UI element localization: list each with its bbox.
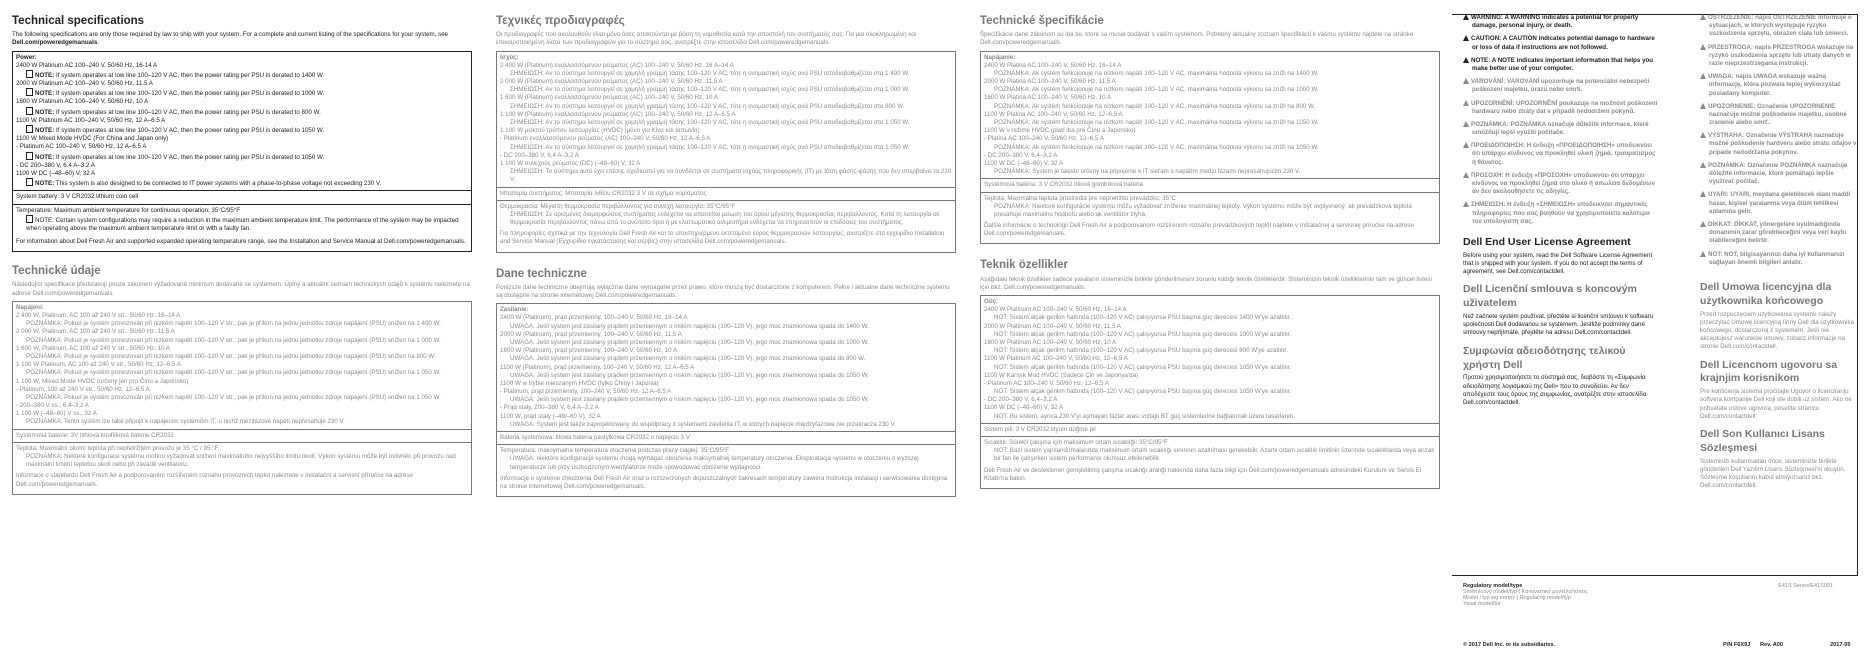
power-row: 1100 W DC (–48–60) V, 32 A (984, 159, 1064, 167)
note-icon (26, 70, 33, 78)
power-note: POZNÁMKA: Pokud je systém provozován při nízkém napětí 100–120 V str., pak je příkon na jednu jednotku zdroje napájení (PSU) snížen na 1 400 W. (26, 320, 441, 328)
power-row: 1 600 W, Platinum, AC 100 až 240 V str., 50/60 Hz, 10 A (16, 344, 171, 352)
cs-battery: Systémová baterie: 3V lithiová knoflíková baterie CR2032 (13, 430, 471, 443)
footer-date: 2017-05 (1830, 642, 1851, 648)
warning-triangle-icon (1700, 73, 1706, 79)
warning-triangle-icon (1463, 142, 1469, 148)
warnings-pl (1700, 14, 1860, 98)
power-row: 2 400 W (Platinum) εναλλασσόμενου ρεύματος (AC) 100–240 V, 50/60 Hz, 16 A–14 A (500, 61, 734, 69)
pl-battery: Bateria systemowa: litowa bateria pastylkowa CR2032 o napięciu 3 V (497, 432, 955, 445)
power-note: UWAGA: Jeśli system jest zasilany prądem przemiennym o niskim napięciu (100–120 V), jego moc znamionowa spada do 1000 W. (510, 338, 869, 346)
cs-temp: Teplota: Maximální okolní teplota při nepřetržitém provozu je 35 °C / 95 °F. (16, 444, 220, 452)
power-row: 1600 W (Platinum), prąd przemienny, 100–240 V, 50/60 Hz, 10 A (500, 347, 678, 355)
warnings-sk (1700, 103, 1860, 187)
pl-temp-section (497, 445, 955, 496)
power-row: 1 100 W, Mixed Mode HVDC (určený jen pro Čínu a Japonsko) (16, 377, 189, 385)
en-power-section (13, 52, 471, 192)
en-power-row: 1100 W Mixed Mode HVDC (For China and Japan only) (16, 135, 169, 143)
warning-item: ΠΡΟΕΙΔΟΠΟΙΗΣΗ: Η ένδειξη «ΠΡΟΕΙΔΟΠΟΙΗΣΗ» υποδεικνύει ότι υπάρχει κίνδυνος να προκληθεί υλική ζημιά, τραυματισμός ή θάνατος. (1463, 142, 1659, 167)
power-note: POZNÁMKA: Pokud je systém provozován při nízkém napětí 100–120 V str., pak je příkon na jednu jednotku zdroje napájení (PSU) snížen na 1 050 W. (26, 393, 441, 401)
regulatory-value: E41S Series/E41S001 (1778, 583, 1833, 589)
power-row: 1100 W Karışık Mod HVDC (Sadece Çin ve Japonya'da) (984, 371, 1139, 379)
en-title: Technical specifications (12, 15, 145, 27)
el-spec-table (496, 51, 956, 253)
el-battery: Μπαταρία συστήματος: Μπαταρία λιθίου CR2032 3 V σε σχήμα νομίσματος (497, 188, 955, 201)
warnings-eula-column-right (1700, 14, 1860, 497)
footer-part-number: P/N F6X9J (1723, 642, 1751, 648)
power-note: NOT: Bu sistem, ayrıca 230 V'yi aşmayan fazlar arası voltajlı BT güç sistemlerine bağlanmak üzere tasarlandı. (994, 412, 1295, 420)
en-power-note: NOTE: This system is also designed to be connected to IT power systems with a phase-to-phase voltage not exceeding 230 V. (16, 178, 468, 188)
power-row: 2000 W Platinum AC 100–240 V, 50/60 Hz, 11,5 A (984, 322, 1121, 330)
eula-text: Než začnete systém používat, přečtěte si licenční smlouvu k softwaru společnosti Dell dodávanou se systémem. Jestliže podmínky dané smlouvy nepřijímáte, přejděte na adresu Dell.com/contactdell. (1463, 313, 1654, 337)
power-row: 2 000 W (Platinum) εναλλασσόμενου ρεύματος (AC) 100–240 V, 50/60 Hz, 11,5 A (500, 78, 723, 86)
warning-triangle-icon (1463, 100, 1469, 106)
en-power-row: 1100 W Platinum AC 100–240 V, 50/60 Hz, 12 A–6.5 A (16, 116, 166, 124)
eula-right (1700, 281, 1860, 491)
power-row: - Prąd stały, 200–380 V, 6,4 A–3,2 A (500, 404, 599, 412)
cs-title: Technické údaje (12, 265, 101, 278)
power-note: POZNÁMKA: Ak systém funkcionuje na nízkom napätí 100–120 V AC, maximálna hodnota výkonu sa zníži na 1050 W. (994, 119, 1319, 127)
eula-text: Before using your system, read the Dell Software License Agreement that is shipped with your system. If you do not accept the terms of agreement, see Dell.com/contactdell. (1463, 251, 1653, 276)
power-row: 1100 W Platina AC 100–240 V, 50/60 Hz, 12–6,5 A (984, 110, 1123, 118)
warning-item: UPOZORNĚNÍ: UPOZORNĚNÍ poukazuje na možnost poškození hardwaru nebo ztráty dat v případě nedodržení pokynů. (1463, 100, 1659, 116)
en-spec-table (12, 51, 472, 253)
sk-power-rows (984, 62, 1436, 177)
el-intro: Οι προδιαγραφές που ακολουθούν είναι μόνο όσες απαιτούνται με βάση τη νομοθεσία κατά την αποστολή του συστήματός σας. Για μια ολοκληρωμένη και επικαιροποιημένη λίστα των προδιαγραφών για το σύστημά σας, ανατρέξτε στην ιστοσελίδα Dell.com/poweredgemanuals. (496, 31, 917, 47)
cs-intro: Následující specifikace představují pouze zákonem vyžadované minimum dodávané se systémem. Úplný a aktuální seznam technických údajů k systému naleznete na adrese Dell.com/poweredgemanuals. (12, 281, 470, 297)
en-power-label: Power: (16, 53, 37, 61)
note-icon (26, 178, 33, 186)
power-row: 2400 W Platinum AC 100–240 V, 50/60 Hz, 16–14 A (984, 306, 1127, 314)
greek-polish-column (496, 14, 956, 497)
power-note: ΣΗΜΕΙΩΣΗ: Αν το σύστημα λειτουργεί σε χαμηλή γραμμή τάσης 100–120 V AC, τότε η ονομαστική ισχύς ανά PSU αποδιαβαθμίζεται στα 1 050 W. (510, 119, 910, 127)
power-note: ΣΗΜΕΙΩΣΗ: Αν το σύστημα λειτουργεί σε χαμηλή γραμμή τάσης 100–120 V AC, τότε η ονομαστική ισχύς ανά PSU αποδιαβαθμίζεται στα 1 000 W. (510, 86, 910, 94)
en-power-rows (16, 62, 468, 189)
warning-item: NOTE: A NOTE indicates important information that helps you make better use of your computer. (1463, 57, 1659, 73)
power-note: UWAGA: Jeśli system jest zasilany prądem przemiennym o niskim napięciu (100–120 V), jego moc znamionowa spada do 1400 W. (510, 322, 869, 330)
regulatory-line: Směrnicový model/typ | Κανονιστικό μοντέλο/τύπος (1463, 589, 1588, 595)
en-power-row: 1600 W Platinum AC 100–240 V, 50/60 Hz, 10 A (16, 98, 149, 106)
warning-item: POZNÁMKA: POZNÁMKA označuje důležité informace, které umožňují lepší využití počítače. (1463, 121, 1659, 137)
warning-triangle-icon (1700, 221, 1706, 227)
note-icon (26, 88, 33, 96)
power-row: - Platinum, prąd przemienny, 100–240 V, 50/60 Hz, 12 A–6,5 A (500, 388, 672, 396)
en-power-note: NOTE: If system operates at low line 100–120 V AC, then the power rating per PSU is derated to 1050 W. (16, 152, 468, 162)
warning-item: PRZESTROGA: napis PRZESTROGA wskazuje na ryzyko uszkodzenia sprzętu lub utraty danych w razie nieprzestrzegania instrukcji. (1700, 44, 1860, 69)
warning-triangle-icon (1700, 162, 1706, 168)
warning-triangle-icon (1463, 14, 1469, 20)
power-note: ΣΗΜΕΙΩΣΗ: Αν το σύστημα λειτουργεί σε χαμηλή γραμμή τάσης 100–120 V AC, τότε η ονομαστική ισχύς ανά PSU αποδιαβαθμίζεται στα 1 400 W. (510, 69, 910, 77)
note-icon (26, 107, 33, 115)
tr-battery: Sistem pili: 3 V CR2032 lityum düğme pil (981, 424, 1439, 437)
power-note: POZNÁMKA: Pokud je systém provozován při nízkém napětí 100–120 V str., pak je příkon na jednu jednotku zdroje napájení (PSU) snížen na 1 050 W. (26, 369, 441, 377)
power-row: 2000 W (Platinum), prąd przemienny, 100–240 V, 50/60 Hz, 11,5 A (500, 330, 682, 338)
tr-power-section (981, 296, 1439, 424)
power-row: 1 100 W (Platinum) εναλλασσόμενου ρεύματος (AC) 100–240 V, 50/60 Hz, 12 A–6,5 A (500, 110, 736, 118)
power-row: 1600 W Platinum AC 100–240 V, 50/60 Hz, 10 A (984, 338, 1117, 346)
tr-temp: Sıcaklık: Sürekli çalışma için maksimum ortam sıcaklığı: 35°C/95°F (984, 439, 1168, 447)
warning-triangle-icon (1700, 44, 1706, 50)
power-row: 2400 W (Platinum), prąd przemienny, 100–240 V, 50/60 Hz, 16–14 A (500, 314, 688, 322)
warnings-eula-column (1463, 14, 1659, 414)
sk-power-section (981, 52, 1439, 180)
warning-triangle-icon (1700, 251, 1706, 257)
power-row: 1 600 W (Platinum) εναλλασσόμενου ρεύματος (AC) 100–240 V, 50/60 Hz, 10 A (500, 94, 718, 102)
cs-spec-table (12, 301, 472, 495)
power-row: 1 100 W μεικτού τρόπου λειτουργίας (HVDC) (μόνο για Κίνα και Ιαπωνία) (500, 127, 700, 135)
warning-triangle-icon (1463, 172, 1469, 178)
tr-temp-section (981, 437, 1439, 488)
power-row: 2 400 W, Platinum, AC 100 až 240 V str., 50/60 Hz, 16–14 A (16, 312, 181, 320)
power-note: POZNÁMKA: Pokud je systém provozován při nízkém napětí 100–120 V str., pak je příkon na jednu jednotku zdroje napájení (PSU) snížen na 1 000 W. (26, 336, 441, 344)
pl-intro: Poniższe dane techniczne obejmują wyłącznie dane wymagane przez prawo, które muszą być dostarczone z komputerem. Pełne i aktualne dane techniczne systemu są dostępne na stronie internetowej Dell.com/poweredgemanuals. (496, 283, 950, 300)
power-row: 1100 W v režime HVDC (platí iba pre Čínu a Japonsko) (984, 127, 1136, 135)
warning-triangle-icon (1700, 191, 1706, 197)
power-note: POZNÁMKA: Systém je takisto určený na pripojenie k IT sieťam s napätím medzi fázami nepresahujúcim 230 V. (994, 168, 1301, 176)
power-row: 1 100 W Platinum, AC 100 až 240 V str., 50/60 Hz, 12–6,5 A (16, 361, 181, 369)
warnings-cs (1463, 78, 1659, 137)
warnings-tr (1700, 191, 1860, 267)
power-note: ΣΗΜΕΙΩΣΗ: Αν το σύστημα λειτουργεί σε χαμηλή γραμμή τάσης 100–120 V AC, τότε η ονομαστική ισχύς ανά PSU αποδιαβαθμίζεται στα 1 050 W. (510, 143, 910, 151)
el-title: Τεχνικές προδιαγραφές (496, 15, 625, 27)
power-note: NOT: Sistem alçak gerilim hattında (100–120 V AC) çalışıyorsa PSU başına güç derecesi 1050 W'ye azaltılır. (994, 388, 1292, 396)
eula-title: Dell Licenční smlouva s koncovým uživatelem (1463, 283, 1637, 310)
pl-temp-note: UWAGA: niektóre konfiguracje systemu mogą wymagać obniżenia maksymalnej temperatury otoczenia. Eksploatacja systemu w otoczeniu o wyższej temperaturze lub przy uszkodzonym wentylatorze może spowodować obniżenie wydajności. (510, 455, 919, 471)
power-row: 1600 W Platina AC 100–240 V, 50/60 Hz, 10 A (984, 94, 1112, 102)
power-note: NOT: Sistem alçak gerilim hattında (100–120 V AC) çalışıyorsa PSU başına güç derecesi 1400 W'ye azaltılır. (994, 314, 1292, 322)
power-note: POZNÁMKA: Ak systém funkcionuje na nízkom napätí 100–120 V AC, maximálna hodnota výkonu sa zníži na 1000 W. (994, 86, 1319, 94)
power-row: 2400 W Platina AC 100–240 V, 50/60 Hz, 16–14 A (984, 61, 1122, 69)
power-row: 2000 W Platina AC 100–240 V, 50/60 Hz, 11,5 A (984, 78, 1116, 86)
sk-temp-note: POZNÁMKA: Niektoré konfigurácie systému môžu vyžadovať zníženie maximálnej teploty. Výkon systému môže byť ovplyvnený, ak prevádzková teplota presahuje maximálnu hodnotu alebo ak ventilátor zlyhá. (994, 202, 1412, 218)
en-power-note: NOTE: If system operates at low line 100–120 V AC, then the power rating per PSU is derated to 800 W. (16, 107, 468, 117)
power-row: - 200–380 V ss., 6,4–3,2 A (16, 402, 89, 410)
eula-text: Sisteminizi kullanmadan önce, sisteminizle birlikte gönderilen Dell Yazılım Lisans Sözleşmesi'ni okuyun. Sözleşme koşullarını kabul etmiyorsanız bkz. Dell.com/contactdell. (1700, 457, 1846, 490)
eula-left (1463, 236, 1659, 407)
power-row: 1100 W, prąd stały (–48/–60 V), 32 A (500, 412, 601, 420)
power-row: 1100 W Platinum AC 100–240 V, 50/60 Hz, 12–6,5 A (984, 355, 1128, 363)
el-temp: Θερμοκρασία: Μέγιστη θερμοκρασία περιβάλλοντος για συνεχή λειτουργία: 35°C/95°F (500, 202, 736, 210)
power-row: - Platinum, 100 až 240 V str., 50/60 Hz, 12–6,5 A (16, 385, 150, 393)
sk-intro: Špecifikácie dané zákonom sú iba tie, ktoré sa musia dodávať s vaším systémom. Potrebný aktuálny zoznam špecifikácií k vášmu systému nájdete na stránke Dell.com/poweredgemanuals. (980, 31, 1414, 47)
tr-spec-table (980, 295, 1440, 489)
sk-spec-table (980, 51, 1440, 245)
el-temp-note: ΣΗΜΕΙΩΣΗ: Σε ορισμένες διαμορφώσεις συστήματος ενδέχεται να απαιτείται μείωση του ορίου μέγιστης θερμοκρασίας περιβάλλοντος. Κατά τη λειτουργία σε θερμοκρασία περιβάλλοντος πάνω από το ανώτατο όριο ή με ελαττωματικό ανεμιστήρα ενδέχεται να επηρεαστούν οι επιδόσεις του συστήματος. (510, 210, 940, 227)
eula-title: Dell Umowa licencyjna dla użytkownika końcowego (1700, 280, 1832, 307)
en-power-row: - DC 200–380 V, 6.4 A–3.2 A (16, 161, 95, 169)
tr-temp-note: NOT: Bazı sistem yapılandırmalarında maksimum ortam sıcaklığı sınırının azaltılması gerekebilir. Azami ortam sıcaklık limitinin üzerinde sıcaklıklarda veya arızalı bir fan ile çalışırken sistem performansı olumsuz etkilenebilir. (994, 447, 1435, 463)
el-info: Για πληροφορίες σχετικά με την τεχνολογία Dell Fresh Air και το υποστηριζόμενο εκτεταμένο εύρος θερμοκρασιών λειτουργίας, ανατρέξτε στο εγχειρίδιο Installation and Service Manual (Εγχειρίδιο εγκατάστασης και σέρβις) στην ιστοσελίδα Dell.com/poweredgemanuals. (500, 230, 945, 246)
warning-item: NOT: NOT, bilgisayarınızı daha iyi kullanmanızı sağlayan önemli bilgileri anlatır. (1700, 251, 1860, 267)
cs-power-section (13, 302, 471, 430)
footer-revision: Rev. A00 (1760, 642, 1784, 648)
regulatory-lines (1463, 589, 1833, 607)
eula-title: Dell Licencnom ugovoru sa krajnjim korisnikom (1700, 358, 1838, 385)
eula-text: Προτού χρησιμοποιήσετε το σύστημά σας, διαβάστε τη «Συμφωνία αδειοδότησης λογισμικού της Dell» που το συνοδεύει. Αν δεν αποδέχεστε τους όρους της συμφωνίας, ανατρέξτε στην ιστοσελίδα Dell.com/contactdell. (1463, 374, 1647, 406)
warning-item: WARNING: A WARNING indicates a potential for property damage, personal injury, or death. (1463, 14, 1659, 30)
power-note: UWAGA: Jeśli system jest zasilany prądem przemiennym o niskim napięciu (100–120 V), jego moc znamionowa spada do 800 W. (510, 355, 866, 363)
power-note: NOT: Sistem alçak gerilim hattında (100–120 V AC) çalışıyorsa PSU başına güç derecesi 1000 W'ye azaltılır. (994, 330, 1292, 338)
power-note: NOT: Sistem alçak gerilim hattında (100–120 V AC) çalışıyorsa PSU başına güç derecesi 800 W'ye azaltılır. (994, 347, 1288, 355)
tr-intro: Aşağıdaki teknik özellikler sadece yasaların sisteminizle birlikte gönderilmesini zorunlu kıldığı teknik özelliklerdir. Sisteminizin teknik özelliklerinin tam ve güncel listesi için bkz. Dell.com/poweredgemanuals. (980, 275, 1432, 291)
en-power-note: NOTE: If system operates at low line 100–120 V AC, then the power rating per PSU is derated to 1000 W. (16, 88, 468, 98)
en-power-row: 2000 W Platinum AC 100–240 V, 50/60 Hz, 11.5 A (16, 80, 153, 88)
warning-item: UWAGA: napis UWAGA wskazuje ważną informację, która pozwala lepiej wykorzystać posiadany komputer. (1700, 73, 1860, 98)
warning-item: ΣΗΜΕΙΩΣΗ: Η ένδειξη «ΣΗΜΕΙΩΣΗ» υποδεικνύει σημαντικές πληροφορίες που σας βοηθούν να χρησιμοποιείτε καλύτερα τον υπολογιστή σας. (1463, 201, 1659, 226)
footer-copyright: © 2017 Dell Inc. or its subsidiaries. (1463, 642, 1556, 648)
en-temp-note: NOTE: Certain system configurations may require a reduction in the maximum ambient temperature limit. The performance of the system may be impacted when operating above the maximum ambient temperature limit or with a faulty fan. (26, 216, 459, 232)
power-note: ΣΗΜΕΙΩΣΗ: Αν το σύστημα λειτουργεί σε χαμηλή γραμμή τάσης 100–120 V AC, τότε η ονομαστική ισχύς ανά PSU αποδιαβαθμίζεται στα 800 W. (510, 102, 905, 110)
regulatory-line: Yasal model/tür (1463, 601, 1501, 607)
power-note: POZNÁMKA: Ak systém funkcionuje na nízkom napätí 100–120 V AC, maximálna hodnota výkonu sa zníži na 1400 W. (994, 69, 1319, 77)
power-note: POZNÁMKA: Ak systém funkcionuje na nízkom napätí 100–120 V AC, maximálna hodnota výkonu sa zníži na 800 W. (994, 102, 1316, 110)
pl-title: Dane techniczne (496, 267, 587, 280)
warning-triangle-icon (1463, 35, 1469, 41)
english-spec-column (12, 14, 472, 495)
en-power-row: 1100 W DC (–48–60) V, 32 A (16, 169, 96, 177)
el-temp-section (497, 201, 955, 252)
slovak-turkish-column (980, 14, 1440, 489)
power-row: 1100 W DC (–48–60) V, 32 A (984, 404, 1064, 412)
warning-triangle-icon (1700, 103, 1706, 109)
power-row: 1 100 W συνεχούς ρεύματος (DC) (–48–60) V, 32 A (500, 159, 641, 167)
power-note: POZNÁMKA: Pokud je systém provozován při nízkém napětí 100–120 V str., pak je příkon na jednu jednotku zdroje napájení (PSU) snížen na 800 W. (26, 352, 436, 360)
cs-info: Informace o standardu Dell Fresh Air a podporovaném rozšířeném rozsahu provozních teplot naleznete v instalační a servisní příručce na adrese Dell.com/poweredgemanuals. (16, 472, 413, 488)
warning-item: ΠΡΟΣΟΧΗ: Η ένδειξη «ΠΡΟΣΟΧΗ» υποδεικνύει ότι υπάρχει κίνδυνος να προκληθεί ζημιά στο υλικό ή απώλεια δεδομένων αν δεν ακολουθήσετε τις οδηγίες. (1463, 172, 1659, 197)
en-power-row: - Platinum AC 100–240 V, 50/60 Hz, 12 A–6.5 A (16, 143, 147, 151)
regulatory-line: Model i typ wg normy | Regulačný model/typ (1463, 595, 1571, 601)
pl-temp: Temperatura: maksymalna temperatura otoczenia podczas pracy ciągłej: 35°C/95°F (500, 447, 730, 455)
warning-triangle-icon (1463, 201, 1469, 207)
sk-title: Technické špecifikácie (980, 15, 1104, 27)
power-row: - DC 200–380 V, 6,4 A–3,2 A (500, 151, 579, 159)
en-power-note: NOTE: If system operates at low line 100–120 V AC, then the power rating per PSU is derated to 1050 W. (16, 125, 468, 135)
power-row: - DC 200–380 V, 6,4–3,2 A (984, 151, 1058, 159)
regulatory-block (1463, 583, 1833, 607)
warnings-en (1463, 14, 1659, 73)
el-power-rows (500, 62, 952, 185)
note-icon (26, 215, 33, 223)
eula-title: Dell End User License Agreement (1463, 235, 1631, 248)
pl-power-label: Zasilanie: (500, 306, 529, 314)
warning-triangle-icon (1700, 14, 1706, 20)
warning-item: UYARI: UYARI, meydana gelebilecek olası maddi hasar, kişisel yaralanma veya ölüm tehlikesi anlamına gelir. (1700, 191, 1860, 216)
tr-power-label: Güç: (984, 298, 999, 306)
power-row: 1100 W w trybie mieszanym HVDC (tylko Chiny i Japonia) (500, 379, 659, 387)
en-intro: The following specifications are only those required by law to ship with your system. For a complete and current listing of the specifications for your system, see Dell.com/poweredgemanuals. (12, 31, 449, 47)
en-power-row: 2400 W Platinum AC 100–240 V, 50/60 Hz, 16-14 A (16, 61, 158, 69)
power-note: NOT: Sistem alçak gerilim hattında (100–120 V AC) çalışıyorsa PSU başına güç derecesi 1050 W'ye azaltılır. (994, 363, 1292, 371)
power-row: 1100 W (Platinum), prąd przemienny, 100–240 V, 50/60 Hz, 12 A–6,5 A (500, 363, 695, 371)
power-note: UWAGA: System jest także zaprojektowany do współpracy z systemami zasilania IT, w których napięcie międzyfazowe nie przekracza 230 V. (510, 420, 896, 428)
cs-temp-note: POZNÁMKA: Některé konfigurace systému mohou vyžadovat snížení maximálního nejvyššího limitu okolí. Výkon systému může být ovlivněn při provozu nad maximální limitní teplotou okolí nebo při závadě ventilátoru. (26, 453, 456, 469)
eula-text: Pre korišćenja sistema pročitajte Ugovor o licenciranju softvera kompanije Dell koji ste dobili uz sistem. Ako ne prihvatate uslove ugovora, posetite stranicu Dell.com/contactdell. (1700, 388, 1852, 420)
power-row: 1 100 W (–48–60) V ss., 32 A (16, 410, 97, 418)
power-row: - DC 200–380 V, 6,4–3,2 A (984, 396, 1058, 404)
power-row: 2 000 W, Platinum, AC 100 až 240 V str., 50/60 Hz, 11,5 A (16, 328, 175, 336)
eula-title: Dell Son Kullanıcı Lisans Sözleşmesi (1700, 428, 1825, 454)
power-note: POZNÁMKA: Tento systém lze také připojit k napájecím systémům IT, u nichž mezifázové napětí nepřesahuje 230 V. (26, 418, 345, 426)
en-temp-section (13, 205, 471, 252)
el-power-label: Ισχύς: (500, 53, 519, 61)
sk-temp: Teplota: Maximálna teplota prostredia pre nepretržitú prevádzku: 35°C (984, 194, 1176, 202)
warning-item: OSTRZEŻENIE: napis OSTRZEŻENIE informuje o sytuacjach, w których występuje ryzyko uszkodzenia sprzętu, obrażeń ciała lub śmierci. (1700, 14, 1860, 39)
warnings-el (1463, 142, 1659, 226)
warning-triangle-icon (1700, 132, 1706, 138)
note-icon (26, 125, 33, 133)
power-note: UWAGA: Jeśli system jest zasilany prądem przemiennym o niskim napięciu (100–120 V), jego moc znamionowa spada do 1050 W. (510, 396, 869, 404)
en-battery: System battery: 3 V CR2032 lithium coin cell (16, 193, 139, 201)
el-power-section (497, 52, 955, 188)
power-row: - Platina AC 100–240 V, 50/60 Hz, 12–6,5 A (984, 135, 1104, 143)
en-power-note: NOTE: If system operates at low line 100–120 V AC, then the power rating per PSU is derated to 1400 W. (16, 70, 468, 80)
power-note: ΣΗΜΕΙΩΣΗ: Το σύστημα αυτό έχει επίσης σχεδιαστεί για να συνδέεται σε συστήματα ισχύος πληροφορικής (IT) με τάση φάσης-φάσης που δεν υπερβαίνει τα 230 V. (510, 168, 952, 184)
cs-power-rows (16, 312, 468, 427)
eula-text: Przed rozpoczęciem użytkowania systemu należy przeczytać Umowę licencyjną firmy Dell dla użytkownika końcowego, dostarczoną z systemem. Jeśli nie akceptujesz warunków umowy, zobacz informacje na stronie Dell.com/contactdell. (1700, 310, 1855, 351)
cs-temp-section (13, 443, 471, 494)
power-row: - Platinum AC 100–240 V, 50/60 Hz, 12–6,5 A (984, 379, 1109, 387)
pl-info: Informacje o systemie chłodzenia Dell Fresh Air oraz o rozszerzonych dopuszczalnych zakresach temperatury zawiera Instrukcja instalacji i serwisowania dostępna na stronie internetowej Dell.com/poweredgemanuals. (500, 474, 948, 490)
eula-title: Συμφωνία αδειοδότησης τελικού χρήστη Dell (1463, 344, 1626, 371)
sk-info: Ďalšie informácie o technológii Dell Fresh Air a podporovanom rozšírenom rozsahu prevádzkových teplôt nájdete v Inštalačnej a servisnej príručke na adrese Dell.com/poweredgemanuals. (984, 222, 1414, 238)
sk-temp-section (981, 193, 1439, 244)
power-note: POZNÁMKA: Ak systém funkcionuje na nízkom napätí 100–120 V AC, maximálna hodnota výkonu sa zníži na 1050 W. (994, 143, 1319, 151)
sk-power-label: Napájanie: (984, 53, 1016, 61)
tr-title: Teknik özellikler (980, 259, 1068, 272)
power-row: - Platinum εναλλασσόμενου ρεύματος (AC) 100–240 V, 50/60 Hz, 12 A–6,5 A (500, 135, 711, 143)
warning-item: DİKKAT: DİKKAT, yönergelere uyulmadığında donanımın zarar görebileceğini veya veri kaybı olabileceğini belirtir. (1700, 221, 1860, 246)
warning-item: POZNÁMKA: Označenie POZNÁMKA naznačuje dôležité informácie, ktoré pomáhajú lepšie využívať počítač. (1700, 162, 1860, 187)
note-icon (26, 152, 33, 160)
warning-item: VAROVÁNÍ: VAROVÁNÍ upozorňuje na potenciální nebezpečí poškození majetku, úrazu nebo smrti. (1463, 78, 1659, 94)
warning-item: CAUTION: A CAUTION indicates potential damage to hardware or loss of data if instructions are not followed. (1463, 35, 1659, 51)
warning-item: VÝSTRAHA: Označenie VÝSTRAHA naznačuje možné poškodenie hardvéru alebo stratu údajov v prípade nedodržania pokynov. (1700, 132, 1860, 157)
warning-triangle-icon (1463, 78, 1469, 84)
pl-power-rows (500, 314, 952, 429)
pl-power-section (497, 304, 955, 432)
warning-item: UPOZORNENIE: Označenie UPOZORNENIE naznačuje možné poškodenie majetku, osobné zranenie alebo smrť. (1700, 103, 1860, 128)
tr-power-rows (984, 306, 1436, 421)
regulatory-label: Regulatory model/type (1463, 583, 1523, 589)
pl-spec-table (496, 303, 956, 497)
sk-battery: Systémová batéria: 3 V CR2032 lítiová gombíková batéria (981, 179, 1439, 192)
tr-info: Dell Fresh Air ve desteklenen genişletilmiş çalışma sıcaklığı aralığı hakkında daha fazla bilgi için Dell.com/poweredgemanuals adresindeki Kurulum ve Servis El Kitabı'na bakın. (984, 466, 1422, 482)
power-note: UWAGA: Jeśli system jest zasilany prądem przemiennym o niskim napięciu (100–120 V), jego moc znamionowa spada do 1050 W. (510, 371, 869, 379)
cs-power-label: Napájení: (16, 303, 44, 311)
en-info: For information about Dell Fresh Air and supported expanded operating temperature range, see the Installation and Service Manual at Dell.com/poweredgemanuals. (16, 238, 466, 246)
warning-triangle-icon (1463, 57, 1469, 63)
en-battery-section (13, 191, 471, 204)
warning-triangle-icon (1463, 121, 1469, 127)
en-temp: Temperature: Maximum ambient temperature for continuous operation: 35°C/95°F (16, 206, 241, 214)
